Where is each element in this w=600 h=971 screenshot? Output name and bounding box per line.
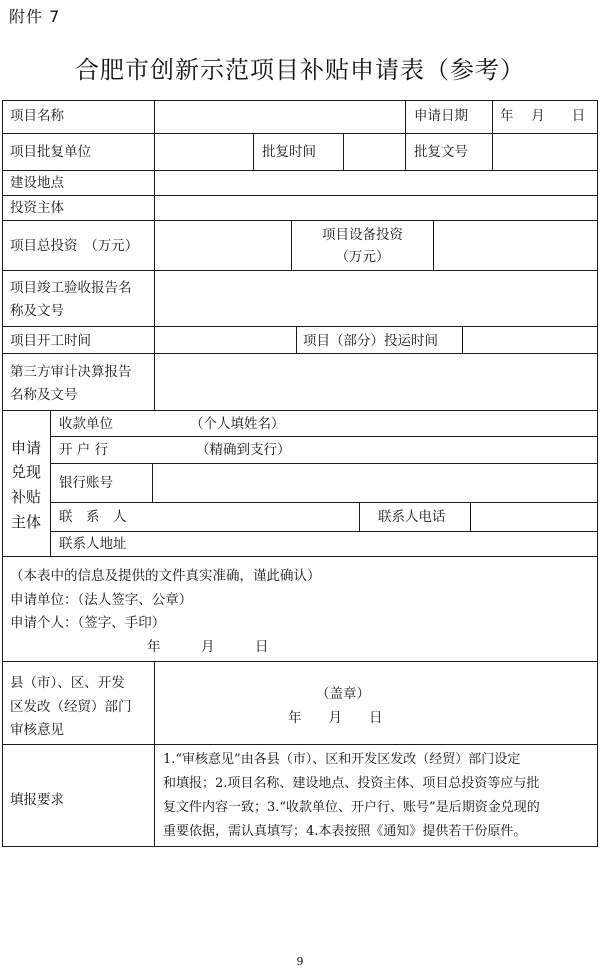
label-start-time: 项目开工时间 [10,333,91,349]
requirement-line-4: 重要依据，需认真填写；4.本表按照《通知》提供若干份原件。 [163,824,527,839]
rule [492,133,493,170]
apply-unit-signature: 申请单位：（法人签字、公章） [10,592,193,608]
rule [253,133,254,170]
requirement-line-2: 和填报；2.项目名称、建设地点、投资主体、项目总投资等应与批 [163,776,540,791]
label-apply-date: 申请日期 [414,108,468,124]
rule [2,744,598,745]
rule [154,100,155,410]
label-approval-unit: 项目批复单位 [10,144,91,160]
seal-text: （盖章） [316,686,370,702]
rule [343,133,344,170]
label-account: 银行账号 [59,475,113,491]
label-investor: 投资主体 [10,200,64,216]
label-contact-phone: 联系人电话 [378,509,446,525]
rule [2,170,598,171]
label-contact-address: 联系人地址 [59,536,127,552]
requirement-line-3: 复文件内容一致；3.“收款单位、开户行、账号”是后期资金兑现的 [163,800,540,815]
rule [359,502,360,531]
bank-hint: （精确到支行） [196,442,291,458]
attachment-label: 附件 7 [9,7,61,26]
rule [462,326,463,353]
rule [597,100,598,847]
rule [50,531,598,532]
rule [2,556,598,557]
label-review-1: 县（市）、区、开发 [10,675,125,691]
label-acceptance-report: 项目竣工验收报告名 [10,280,132,296]
label-audit-report-2: 名称及文号 [10,387,78,403]
requirement-line-1: 1.“审核意见”由各县（市）、区和开发区发改（经贸）部门设定 [163,752,521,767]
payee-hint: （个人填姓名） [190,416,285,432]
apply-person-signature: 申请个人：（签字、手印） [10,615,166,631]
rule [2,100,598,101]
rule [2,846,598,847]
label-approval-time: 批复时间 [262,144,316,160]
rule [50,502,598,503]
rule [405,133,406,170]
declaration-text: （本表中的信息及提供的文件真实准确，谨此确认） [10,568,321,584]
page-title: 合肥市创新示范项目补贴申请表（参考） [75,56,525,84]
label-approval-doc-no: 批复文号 [414,144,468,160]
label-subject-4: 主体 [11,513,42,531]
rule [2,326,598,327]
label-operation-time: 项目（部分）投运时间 [303,333,438,349]
label-subject-3: 补贴 [11,488,42,506]
label-requirements: 填报要求 [10,792,64,808]
label-review-2: 区发改（经贸）部门 [10,699,132,715]
rule [2,353,598,354]
label-equipment-investment-unit: （万元） [335,249,390,265]
rule [2,661,598,662]
label-bank: 开 户 行 [59,442,109,458]
rule [2,220,598,221]
rule [2,133,598,134]
apply-date-field[interactable]: 年 月 日 [500,108,586,124]
rule [470,502,471,531]
page-number: 9 [296,955,304,968]
rule [152,463,153,502]
signature-date: 年 月 日 [147,639,269,655]
rule [2,410,598,411]
label-total-investment: 项目总投资 （万元） [10,238,139,254]
label-review-3: 审核意见 [10,722,64,738]
rule [296,326,297,353]
label-contact: 联 系 人 [59,509,127,525]
label-payee: 收款单位 [59,416,113,432]
rule [154,661,155,847]
review-date: 年 月 日 [288,710,383,726]
rule [50,436,598,437]
label-subject-2: 兑现 [11,463,42,481]
rule [2,195,598,196]
rule [50,463,598,464]
label-subject-1: 申请 [11,439,42,457]
rule [2,270,598,271]
label-audit-report: 第三方审计决算报告 [10,364,132,380]
rule [2,100,3,847]
rule [405,100,406,133]
rule [50,410,51,556]
label-site: 建设地点 [10,175,64,191]
label-acceptance-report-2: 称及文号 [10,303,64,319]
label-equipment-investment: 项目设备投资 [322,227,403,243]
label-project-name: 项目名称 [10,108,64,124]
rule [492,100,493,133]
rule [433,220,434,270]
